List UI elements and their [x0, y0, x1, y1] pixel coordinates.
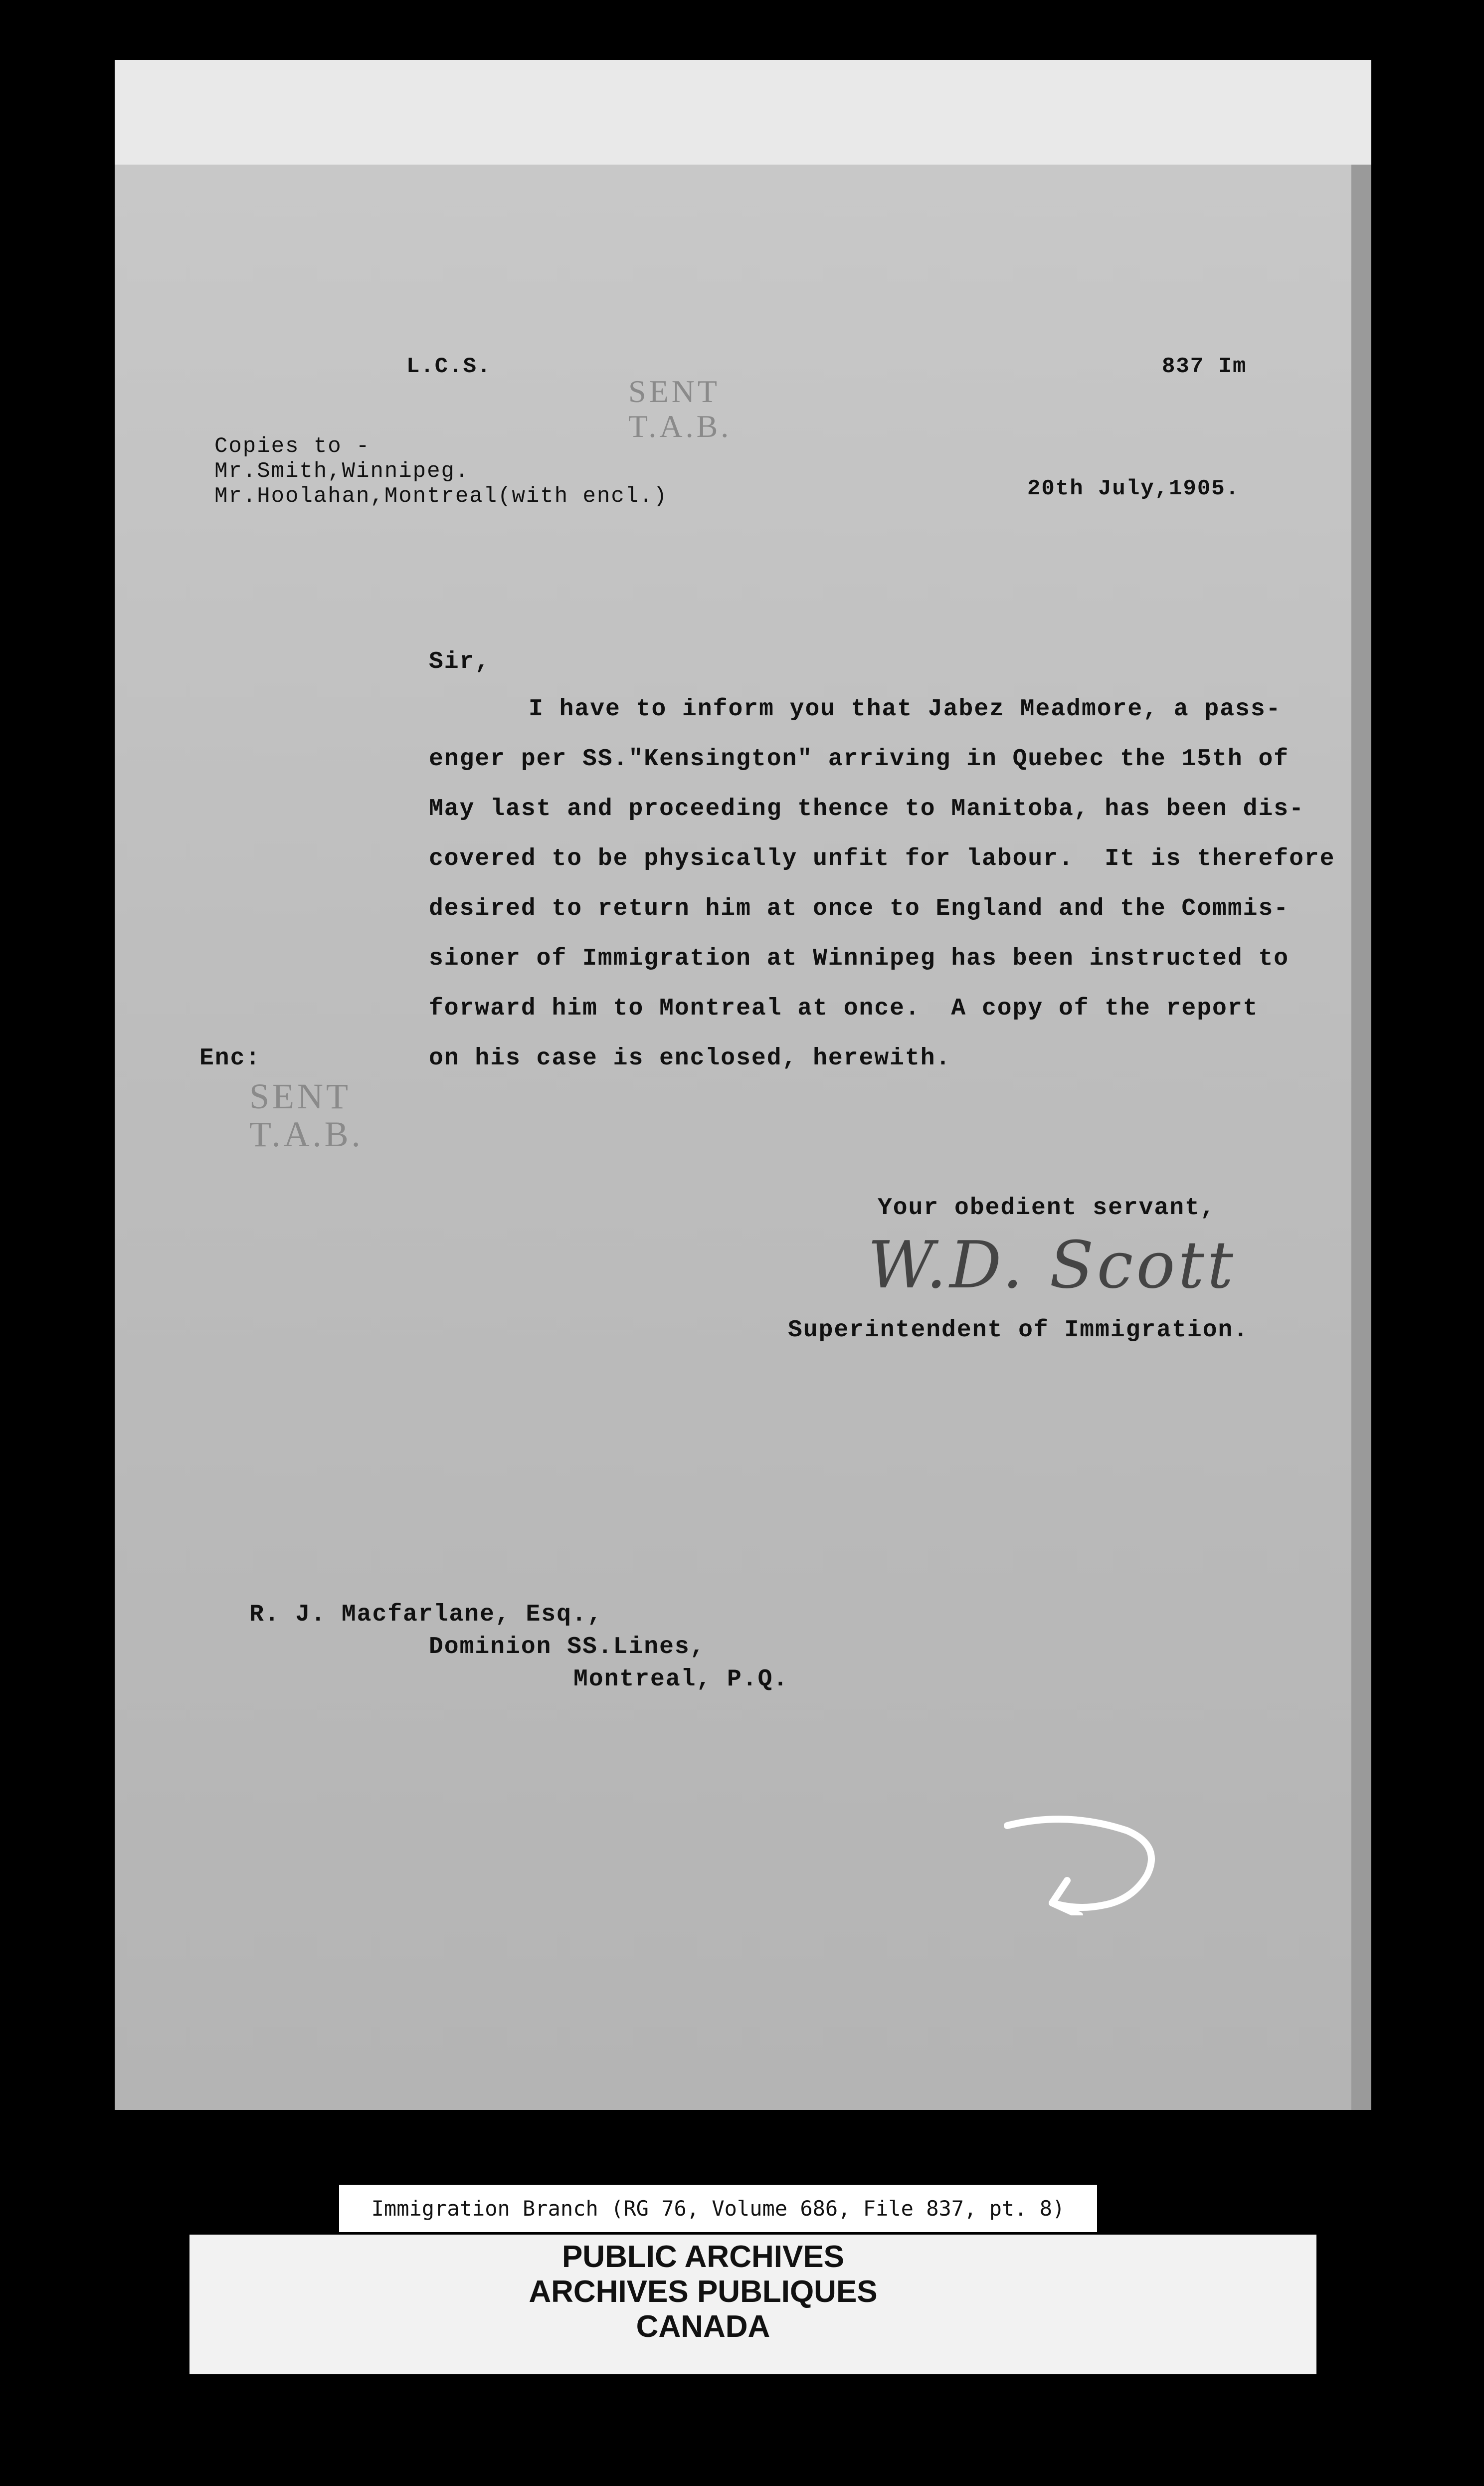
salutation: Sir, — [429, 648, 491, 675]
signer-title: Superintendent of Immigration. — [788, 1317, 1249, 1344]
enclosure-label: Enc: — [199, 1045, 261, 1072]
archive-reference-label: Immigration Branch (RG 76, Volume 686, File 837, pt. 8) — [339, 2185, 1097, 2232]
header-file-reference: 837 Im — [1162, 354, 1247, 379]
copy-recipient-2: Mr.Hoolahan,Montreal(with encl.) — [214, 484, 668, 509]
address-line-1: R. J. Macfarlane, Esq., — [249, 1601, 603, 1628]
body-line-7: forward him to Montreal at once. A copy of the report — [429, 995, 1259, 1022]
body-line-1: I have to inform you that Jabez Meadmore, a pass- — [529, 696, 1282, 723]
body-line-4: covered to be physically unfit for labour. It is therefore — [429, 845, 1335, 872]
sent-stamp-enclosure: SENT T.A.B. — [249, 1076, 364, 1154]
archive-line-1: PUBLIC ARCHIVES — [561, 2240, 845, 2274]
body-line-6: sioner of Immigration at Winnipeg has been instructed to — [429, 945, 1290, 972]
hand-drawn-arrow-icon — [997, 1816, 1167, 1915]
body-line-3: May last and proceeding thence to Manitoba, has been dis- — [429, 796, 1304, 823]
signature: W.D. Scott — [868, 1227, 1237, 1303]
address-line-2: Dominion SS.Lines, — [429, 1634, 706, 1660]
copy-recipient-1: Mr.Smith,Winnipeg. — [214, 459, 470, 484]
archive-stamp — [479, 2240, 928, 2344]
letter-date: 20th July,1905. — [1027, 476, 1240, 501]
copies-label: Copies to - — [214, 434, 371, 459]
archive-line-2: ARCHIVES PUBLIQUES — [529, 2275, 878, 2309]
film-edge — [115, 60, 1371, 170]
body-line-8: on his case is enclosed, herewith. — [429, 1045, 951, 1072]
sent-stamp-top: SENT T.A.B. — [628, 374, 732, 444]
letter-page — [115, 165, 1371, 2110]
body-line-2: enger per SS."Kensington" arriving in Quebec the 15th of — [429, 746, 1290, 773]
body-line-5: desired to return him at once to England and the Commis- — [429, 895, 1290, 922]
address-line-3: Montreal, P.Q. — [573, 1666, 789, 1693]
closing: Your obedient servant, — [878, 1195, 1216, 1222]
archive-line-3: CANADA — [636, 2309, 770, 2344]
header-left-reference: L.C.S. — [406, 354, 492, 379]
